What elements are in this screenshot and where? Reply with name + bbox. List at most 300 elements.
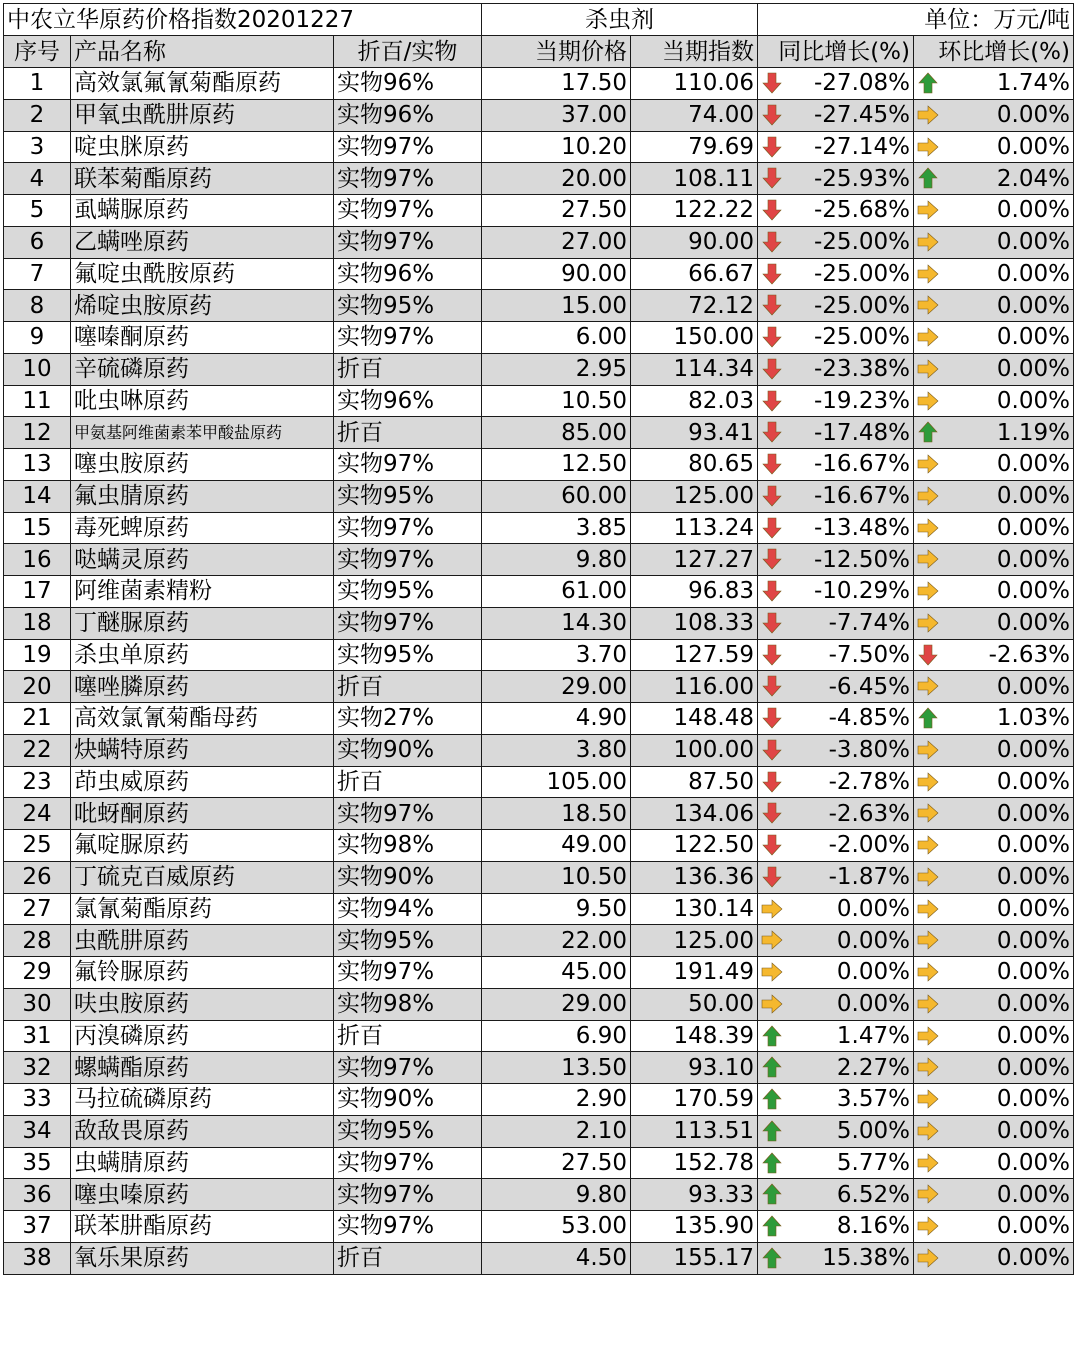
arrow-down-icon — [761, 199, 783, 221]
yoy-change-value: -6.45% — [828, 673, 910, 700]
mom-change-value: 0.00% — [996, 1149, 1070, 1176]
yoy-change-value: -7.50% — [828, 641, 910, 668]
yoy-change-value: -27.08% — [814, 70, 910, 97]
category-label: 杀虫剂 — [482, 4, 758, 36]
yoy-change-value: -2.63% — [828, 800, 910, 827]
mom-change-value: 0.00% — [996, 1022, 1070, 1049]
basis-value: 实物95% — [334, 290, 482, 322]
mom-change-value: 0.00% — [996, 133, 1070, 160]
basis-value: 实物97% — [334, 131, 482, 163]
yoy-change-cell — [758, 449, 914, 481]
index-value: 108.33 — [631, 607, 758, 639]
product-name: 啶虫脒原药 — [71, 131, 334, 163]
table-row — [4, 385, 1074, 417]
yoy-change-cell — [758, 195, 914, 227]
product-name: 丁硫克百威原药 — [71, 861, 334, 893]
basis-value: 折百 — [334, 671, 482, 703]
arrow-flat-icon — [917, 231, 939, 253]
table-row — [4, 1115, 1074, 1147]
arrow-up-icon — [761, 1215, 783, 1237]
arrow-down-icon — [761, 644, 783, 666]
product-name: 敌敌畏原药 — [71, 1115, 334, 1147]
mom-change-cell — [914, 734, 1074, 766]
arrow-down-icon — [761, 771, 783, 793]
price-value: 2.95 — [482, 353, 631, 385]
price-value: 6.00 — [482, 322, 631, 354]
yoy-change-value: -2.00% — [828, 832, 910, 859]
index-value: 66.67 — [631, 258, 758, 290]
yoy-change-value: 0.00% — [836, 959, 910, 986]
row-number: 2 — [4, 99, 71, 131]
yoy-change-value: -2.78% — [828, 768, 910, 795]
product-name: 噻虫胺原药 — [71, 449, 334, 481]
column-header-index: 当期指数 — [631, 36, 758, 68]
mom-change-cell — [914, 449, 1074, 481]
row-number: 20 — [4, 671, 71, 703]
arrow-flat-icon — [917, 739, 939, 761]
mom-change-value: 0.00% — [996, 737, 1070, 764]
mom-change-value: 0.00% — [996, 578, 1070, 605]
yoy-change-value: -3.80% — [828, 737, 910, 764]
yoy-change-cell — [758, 258, 914, 290]
price-value: 29.00 — [482, 671, 631, 703]
unit-label: 单位：万元/吨 — [758, 4, 1074, 36]
basis-value: 实物97% — [334, 1147, 482, 1179]
basis-value: 实物97% — [334, 957, 482, 989]
yoy-change-cell — [758, 988, 914, 1020]
yoy-change-value: 6.52% — [836, 1181, 910, 1208]
price-value: 45.00 — [482, 957, 631, 989]
basis-value: 实物90% — [334, 861, 482, 893]
product-name: 虫螨腈原药 — [71, 1147, 334, 1179]
index-value: 93.41 — [631, 417, 758, 449]
arrow-down-icon — [761, 485, 783, 507]
basis-value: 实物97% — [334, 512, 482, 544]
price-value: 4.50 — [482, 1242, 631, 1274]
yoy-change-cell — [758, 830, 914, 862]
row-number: 3 — [4, 131, 71, 163]
row-number: 37 — [4, 1211, 71, 1243]
mom-change-cell — [914, 290, 1074, 322]
index-value: 96.83 — [631, 576, 758, 608]
product-name: 阿维菌素精粉 — [71, 576, 334, 608]
yoy-change-value: -27.14% — [814, 133, 910, 160]
arrow-flat-icon — [761, 993, 783, 1015]
row-number: 7 — [4, 258, 71, 290]
yoy-change-cell — [758, 1115, 914, 1147]
index-value: 93.33 — [631, 1179, 758, 1211]
table-row — [4, 893, 1074, 925]
arrow-flat-icon — [917, 104, 939, 126]
product-name: 辛硫磷原药 — [71, 353, 334, 385]
yoy-change-cell — [758, 1052, 914, 1084]
row-number: 9 — [4, 322, 71, 354]
index-value: 122.22 — [631, 195, 758, 227]
basis-value: 折百 — [334, 417, 482, 449]
arrow-down-icon — [761, 675, 783, 697]
arrow-flat-icon — [761, 961, 783, 983]
mom-change-cell — [914, 1147, 1074, 1179]
mom-change-cell — [914, 417, 1074, 449]
product-name: 噻嗪酮原药 — [71, 322, 334, 354]
arrow-flat-icon — [917, 136, 939, 158]
index-value: 82.03 — [631, 385, 758, 417]
table-row — [4, 1242, 1074, 1274]
mom-change-value: 0.00% — [996, 991, 1070, 1018]
index-value: 125.00 — [631, 480, 758, 512]
yoy-change-value: -23.38% — [814, 356, 910, 383]
arrow-down-icon — [917, 644, 939, 666]
table-row — [4, 68, 1074, 100]
product-name: 乙螨唑原药 — [71, 226, 334, 258]
yoy-change-value: 15.38% — [822, 1245, 910, 1272]
mom-change-cell — [914, 512, 1074, 544]
arrow-up-icon — [761, 1120, 783, 1142]
product-name: 氟啶虫酰胺原药 — [71, 258, 334, 290]
arrow-flat-icon — [917, 263, 939, 285]
product-name: 虱螨脲原药 — [71, 195, 334, 227]
arrow-down-icon — [761, 231, 783, 253]
product-name: 甲氨基阿维菌素苯甲酸盐原药 — [71, 417, 334, 449]
table-row — [4, 195, 1074, 227]
yoy-change-value: -7.74% — [828, 610, 910, 637]
basis-value: 实物95% — [334, 480, 482, 512]
table-row — [4, 1020, 1074, 1052]
table-row — [4, 861, 1074, 893]
column-header-basis: 折百/实物 — [334, 36, 482, 68]
yoy-change-value: -12.50% — [814, 546, 910, 573]
index-value: 79.69 — [631, 131, 758, 163]
mom-change-cell — [914, 861, 1074, 893]
basis-value: 实物27% — [334, 703, 482, 735]
yoy-change-cell — [758, 798, 914, 830]
arrow-down-icon — [761, 802, 783, 824]
price-value: 60.00 — [482, 480, 631, 512]
row-number: 16 — [4, 544, 71, 576]
product-name: 丁醚脲原药 — [71, 607, 334, 639]
arrow-flat-icon — [917, 771, 939, 793]
product-name: 螺螨酯原药 — [71, 1052, 334, 1084]
mom-change-value: 0.00% — [996, 229, 1070, 256]
basis-value: 实物98% — [334, 830, 482, 862]
yoy-change-cell — [758, 1147, 914, 1179]
mom-change-cell — [914, 576, 1074, 608]
index-value: 135.90 — [631, 1211, 758, 1243]
yoy-change-value: 0.00% — [836, 927, 910, 954]
product-name: 联苯肼酯原药 — [71, 1211, 334, 1243]
table-row — [4, 512, 1074, 544]
table-row — [4, 290, 1074, 322]
mom-change-cell — [914, 1084, 1074, 1116]
product-name: 联苯菊酯原药 — [71, 163, 334, 195]
arrow-flat-icon — [917, 802, 939, 824]
row-number: 17 — [4, 576, 71, 608]
title-row — [4, 4, 1074, 36]
arrow-up-icon — [761, 1152, 783, 1174]
arrow-flat-icon — [917, 358, 939, 380]
yoy-change-value: 0.00% — [836, 895, 910, 922]
table-row — [4, 353, 1074, 385]
arrow-flat-icon — [917, 1247, 939, 1269]
yoy-change-cell — [758, 639, 914, 671]
arrow-down-icon — [761, 326, 783, 348]
mom-change-value: 0.00% — [996, 546, 1070, 573]
basis-value: 实物98% — [334, 988, 482, 1020]
arrow-down-icon — [761, 453, 783, 475]
row-number: 26 — [4, 861, 71, 893]
index-value: 152.78 — [631, 1147, 758, 1179]
arrow-flat-icon — [917, 1215, 939, 1237]
arrow-down-icon — [761, 358, 783, 380]
yoy-change-cell — [758, 512, 914, 544]
arrow-flat-icon — [917, 580, 939, 602]
basis-value: 实物90% — [334, 734, 482, 766]
index-value: 136.36 — [631, 861, 758, 893]
yoy-change-value: -16.67% — [814, 483, 910, 510]
mom-change-cell — [914, 131, 1074, 163]
arrow-down-icon — [761, 72, 783, 94]
mom-change-value: 0.00% — [996, 387, 1070, 414]
table-row — [4, 734, 1074, 766]
price-value: 105.00 — [482, 766, 631, 798]
arrow-flat-icon — [917, 929, 939, 951]
row-number: 10 — [4, 353, 71, 385]
arrow-up-icon — [761, 1247, 783, 1269]
row-number: 28 — [4, 925, 71, 957]
product-name: 杀虫单原药 — [71, 639, 334, 671]
mom-change-value: 0.00% — [996, 451, 1070, 478]
basis-value: 实物90% — [334, 1084, 482, 1116]
mom-change-cell — [914, 163, 1074, 195]
basis-value: 实物94% — [334, 893, 482, 925]
mom-change-cell — [914, 766, 1074, 798]
yoy-change-cell — [758, 226, 914, 258]
yoy-change-cell — [758, 131, 914, 163]
arrow-up-icon — [917, 72, 939, 94]
basis-value: 实物97% — [334, 798, 482, 830]
mom-change-value: 2.04% — [996, 165, 1070, 192]
arrow-flat-icon — [917, 1088, 939, 1110]
price-value: 27.50 — [482, 195, 631, 227]
arrow-flat-icon — [917, 1056, 939, 1078]
yoy-change-value: 3.57% — [836, 1086, 910, 1113]
price-value: 17.50 — [482, 68, 631, 100]
yoy-change-cell — [758, 957, 914, 989]
column-header-row — [4, 36, 1074, 68]
mom-change-cell — [914, 925, 1074, 957]
mom-change-cell — [914, 226, 1074, 258]
mom-change-value: 0.00% — [996, 1054, 1070, 1081]
row-number: 35 — [4, 1147, 71, 1179]
yoy-change-cell — [758, 1211, 914, 1243]
yoy-change-value: -4.85% — [828, 705, 910, 732]
mom-change-value: 0.00% — [996, 324, 1070, 351]
product-name: 高效氯氟氰菊酯原药 — [71, 68, 334, 100]
mom-change-value: 0.00% — [996, 673, 1070, 700]
arrow-flat-icon — [761, 898, 783, 920]
basis-value: 实物95% — [334, 925, 482, 957]
index-value: 148.39 — [631, 1020, 758, 1052]
arrow-down-icon — [761, 580, 783, 602]
arrow-up-icon — [917, 167, 939, 189]
yoy-change-cell — [758, 893, 914, 925]
row-number: 32 — [4, 1052, 71, 1084]
index-value: 148.48 — [631, 703, 758, 735]
mom-change-cell — [914, 544, 1074, 576]
basis-value: 实物95% — [334, 576, 482, 608]
mom-change-cell — [914, 893, 1074, 925]
product-name: 吡虫啉原药 — [71, 385, 334, 417]
arrow-flat-icon — [761, 929, 783, 951]
price-value: 9.80 — [482, 1179, 631, 1211]
yoy-change-cell — [758, 417, 914, 449]
price-value: 27.50 — [482, 1147, 631, 1179]
row-number: 1 — [4, 68, 71, 100]
basis-value: 实物97% — [334, 1052, 482, 1084]
product-name: 高效氯氰菊酯母药 — [71, 703, 334, 735]
yoy-change-value: -17.48% — [814, 419, 910, 446]
yoy-change-value: -27.45% — [814, 102, 910, 129]
basis-value: 实物97% — [334, 195, 482, 227]
arrow-down-icon — [761, 739, 783, 761]
price-value: 4.90 — [482, 703, 631, 735]
mom-change-cell — [914, 480, 1074, 512]
arrow-down-icon — [761, 612, 783, 634]
mom-change-cell — [914, 957, 1074, 989]
price-value: 13.50 — [482, 1052, 631, 1084]
mom-change-cell — [914, 68, 1074, 100]
row-number: 30 — [4, 988, 71, 1020]
table-row — [4, 988, 1074, 1020]
product-name: 氧乐果原药 — [71, 1242, 334, 1274]
yoy-change-cell — [758, 353, 914, 385]
basis-value: 实物97% — [334, 449, 482, 481]
table-row — [4, 1052, 1074, 1084]
mom-change-value: 0.00% — [996, 514, 1070, 541]
row-number: 21 — [4, 703, 71, 735]
index-value: 170.59 — [631, 1084, 758, 1116]
yoy-change-cell — [758, 1242, 914, 1274]
arrow-down-icon — [761, 263, 783, 285]
price-value: 29.00 — [482, 988, 631, 1020]
mom-change-value: 0.00% — [996, 895, 1070, 922]
row-number: 31 — [4, 1020, 71, 1052]
table-row — [4, 607, 1074, 639]
index-value: 100.00 — [631, 734, 758, 766]
basis-value: 实物97% — [334, 226, 482, 258]
index-value: 80.65 — [631, 449, 758, 481]
product-name: 毒死蜱原药 — [71, 512, 334, 544]
report-title: 中农立华原药价格指数20201227 — [4, 4, 482, 36]
price-value: 3.80 — [482, 734, 631, 766]
yoy-change-value: -25.00% — [814, 324, 910, 351]
price-value: 2.10 — [482, 1115, 631, 1147]
index-value: 150.00 — [631, 322, 758, 354]
table-row — [4, 830, 1074, 862]
product-name: 氯氰菊酯原药 — [71, 893, 334, 925]
arrow-down-icon — [761, 136, 783, 158]
yoy-change-value: -16.67% — [814, 451, 910, 478]
mom-change-value: 0.00% — [996, 292, 1070, 319]
yoy-change-cell — [758, 68, 914, 100]
index-value: 127.27 — [631, 544, 758, 576]
row-number: 29 — [4, 957, 71, 989]
mom-change-cell — [914, 195, 1074, 227]
index-value: 113.51 — [631, 1115, 758, 1147]
yoy-change-cell — [758, 99, 914, 131]
index-value: 114.34 — [631, 353, 758, 385]
arrow-down-icon — [761, 707, 783, 729]
basis-value: 折百 — [334, 1242, 482, 1274]
arrow-flat-icon — [917, 866, 939, 888]
table-row — [4, 925, 1074, 957]
mom-change-value: 0.00% — [996, 260, 1070, 287]
yoy-change-value: -25.00% — [814, 260, 910, 287]
yoy-change-value: -25.00% — [814, 292, 910, 319]
column-header-price: 当期价格 — [482, 36, 631, 68]
yoy-change-cell — [758, 544, 914, 576]
column-header-yoy: 同比增长(%) — [758, 36, 914, 68]
table-row — [4, 576, 1074, 608]
arrow-flat-icon — [917, 1152, 939, 1174]
arrow-flat-icon — [917, 485, 939, 507]
price-value: 53.00 — [482, 1211, 631, 1243]
row-number: 33 — [4, 1084, 71, 1116]
arrow-down-icon — [761, 167, 783, 189]
basis-value: 实物96% — [334, 68, 482, 100]
yoy-change-cell — [758, 1020, 914, 1052]
mom-change-cell — [914, 607, 1074, 639]
table-row — [4, 1147, 1074, 1179]
product-name: 烯啶虫胺原药 — [71, 290, 334, 322]
basis-value: 实物97% — [334, 322, 482, 354]
index-value: 87.50 — [631, 766, 758, 798]
arrow-flat-icon — [917, 453, 939, 475]
product-name: 吡蚜酮原药 — [71, 798, 334, 830]
price-value: 18.50 — [482, 798, 631, 830]
index-value: 110.06 — [631, 68, 758, 100]
index-value: 74.00 — [631, 99, 758, 131]
row-number: 18 — [4, 607, 71, 639]
arrow-up-icon — [761, 1183, 783, 1205]
price-value: 61.00 — [482, 576, 631, 608]
mom-change-cell — [914, 1052, 1074, 1084]
row-number: 38 — [4, 1242, 71, 1274]
price-value: 90.00 — [482, 258, 631, 290]
yoy-change-value: -13.48% — [814, 514, 910, 541]
table-body — [4, 68, 1074, 1275]
yoy-change-cell — [758, 480, 914, 512]
arrow-flat-icon — [917, 675, 939, 697]
mom-change-cell — [914, 1020, 1074, 1052]
table-row — [4, 1211, 1074, 1243]
yoy-change-value: 5.77% — [836, 1149, 910, 1176]
index-value: 90.00 — [631, 226, 758, 258]
price-value: 10.50 — [482, 385, 631, 417]
product-name: 氟啶脲原药 — [71, 830, 334, 862]
basis-value: 实物97% — [334, 1179, 482, 1211]
basis-value: 实物97% — [334, 163, 482, 195]
product-name: 噻唑膦原药 — [71, 671, 334, 703]
price-value: 22.00 — [482, 925, 631, 957]
row-number: 8 — [4, 290, 71, 322]
row-number: 22 — [4, 734, 71, 766]
basis-value: 折百 — [334, 766, 482, 798]
arrow-flat-icon — [917, 548, 939, 570]
table-row — [4, 639, 1074, 671]
row-number: 23 — [4, 766, 71, 798]
price-value: 10.20 — [482, 131, 631, 163]
